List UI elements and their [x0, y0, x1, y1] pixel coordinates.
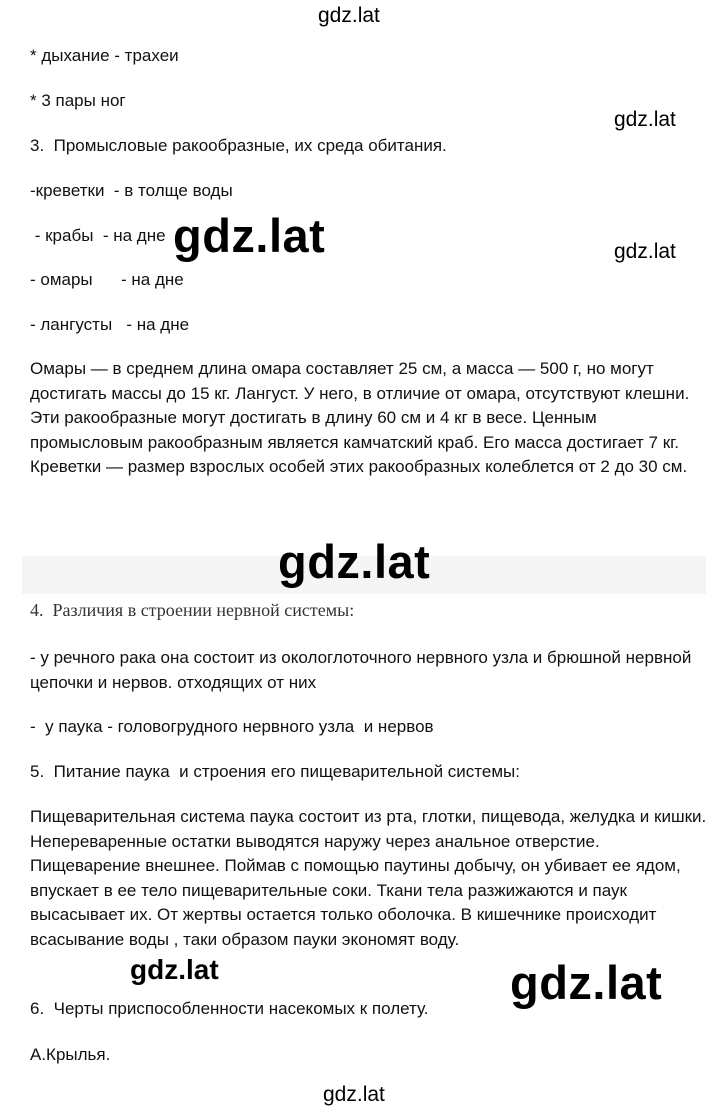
text-line: * дыхание - трахеи	[30, 46, 179, 65]
text-line: * 3 пары ног	[30, 91, 126, 110]
text-line: - лангусты - на дне	[30, 315, 190, 334]
text-line: -креветки - в толще воды	[30, 181, 233, 200]
list-item: - у речного рака она состоит из окологлоточного нервного узла и брюшной нервной цепочки и нервов. отходящих от них	[30, 648, 692, 692]
watermark-mid: gdz.lat	[130, 954, 219, 985]
watermark-top: gdz.lat	[318, 4, 380, 27]
section-heading: 3. Промысловые ракообразные, их среда обитания.	[30, 136, 447, 155]
watermark-large: gdz.lat	[278, 535, 431, 588]
watermark-right: gdz.lat	[614, 108, 676, 131]
text-line: - крабы - на дне	[30, 226, 166, 245]
paragraph-crustaceans: Омары — в среднем длина омара составляет 25 см, а масса — 500 г, но могут достигать массы до 15 кг. Лангуст. У него, в отличие от омара, отсутствуют клешни. Эти ракообразные могут достигать в длину 60 см и 4 кг в весе. Ценным промысловым ракообразным является камчатский краб. Его масса достигает 7 кг. Креветки — размер взрослых особей этих ракообразных колеблется от 2 до 30 см.	[30, 359, 690, 476]
watermark-large: gdz.lat	[173, 209, 326, 262]
watermark-right: gdz.lat	[614, 240, 676, 263]
list-item: - у паука - головогрудного нервного узла и нервов	[30, 717, 434, 736]
text-line: - омары - на дне	[30, 270, 184, 289]
paragraph-spider-digestion: Пищеварительная система паука состоит из рта, глотки, пищевода, желудка и кишки. Непереваренные остатки выводятся наружу через анальное отверстие. Пищеварение внешнее. Поймав с помощью паутины добычу, он убивает ее ядом, впускает в ее тело пищеварительные соки. Ткани тела разжижаются и паук высасывает их. От жертвы остается только оболочка. В кишечнике происходит всасывание воды , таки образом пауки экономят воду.	[30, 807, 707, 949]
watermark-bottom: gdz.lat	[323, 1083, 385, 1106]
section-heading: 5. Питание паука и строения его пищеварительной системы:	[30, 762, 520, 781]
watermark-large: gdz.lat	[510, 956, 663, 1009]
section-heading: 6. Черты приспособленности насекомых к полету.	[30, 999, 429, 1018]
section-heading: 4. Различия в строении нервной системы:	[30, 600, 355, 620]
list-item: А.Крылья.	[30, 1045, 111, 1064]
